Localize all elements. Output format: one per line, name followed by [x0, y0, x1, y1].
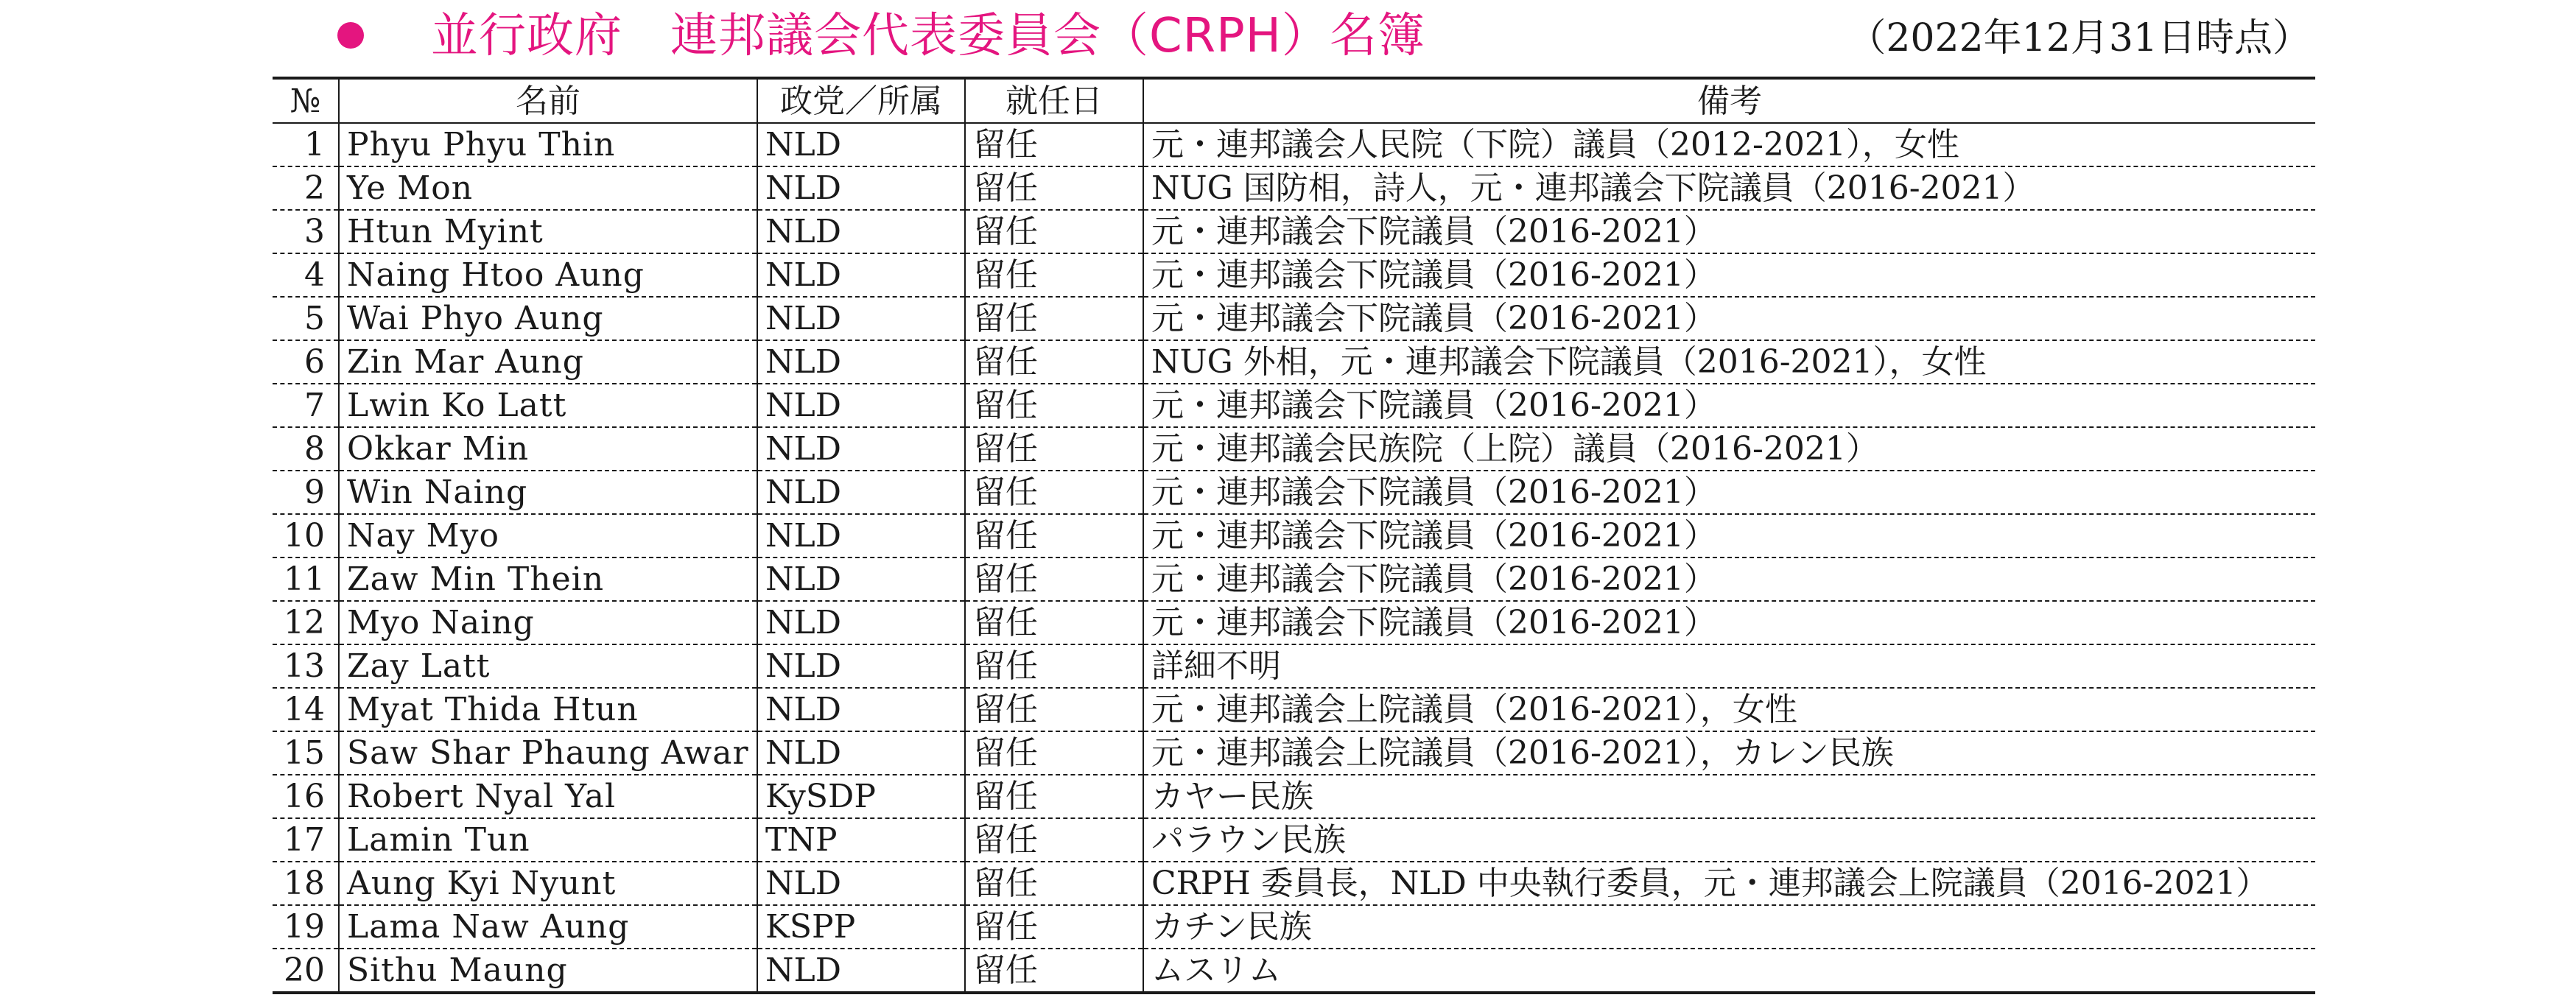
cell-no: 7	[273, 384, 339, 427]
cell-no: 19	[273, 905, 339, 949]
cell-party: NLD	[757, 471, 965, 514]
cell-date: 留任	[965, 688, 1143, 731]
cell-name: Nay Myo	[339, 514, 757, 557]
cell-note: CRPH 委員長，NLD 中央執行委員，元・連邦議会上院議員（2016-2021）	[1143, 862, 2315, 905]
cell-party: NLD	[757, 644, 965, 688]
cell-name: Lwin Ko Latt	[339, 384, 757, 427]
table-row	[273, 210, 2315, 253]
cell-date: 留任	[965, 471, 1143, 514]
column-header-party: 政党／所属	[757, 78, 965, 123]
column-header-no: №	[273, 78, 339, 123]
cell-party: NLD	[757, 557, 965, 601]
table-row	[273, 471, 2315, 514]
table-row	[273, 340, 2315, 384]
cell-name: Wai Phyo Aung	[339, 297, 757, 340]
cell-no: 20	[273, 949, 339, 993]
cell-date: 留任	[965, 905, 1143, 949]
cell-date: 留任	[965, 731, 1143, 775]
cell-name: Zay Latt	[339, 644, 757, 688]
table-body	[273, 123, 2315, 993]
cell-date: 留任	[965, 123, 1143, 166]
cell-name: Zin Mar Aung	[339, 340, 757, 384]
cell-no: 17	[273, 818, 339, 862]
cell-no: 3	[273, 210, 339, 253]
cell-party: NLD	[757, 297, 965, 340]
cell-no: 1	[273, 123, 339, 166]
cell-note: パラウン民族	[1143, 818, 2315, 862]
cell-party: NLD	[757, 123, 965, 166]
cell-no: 15	[273, 731, 339, 775]
table-row	[273, 644, 2315, 688]
table-row	[273, 949, 2315, 993]
column-header-name: 名前	[339, 78, 757, 123]
cell-name: Sithu Maung	[339, 949, 757, 993]
column-header-note: 備考	[1143, 78, 2315, 123]
table-row	[273, 297, 2315, 340]
cell-party: KySDP	[757, 775, 965, 818]
cell-date: 留任	[965, 340, 1143, 384]
cell-party: NLD	[757, 210, 965, 253]
cell-no: 11	[273, 557, 339, 601]
cell-date: 留任	[965, 862, 1143, 905]
cell-note: NUG 外相，元・連邦議会下院議員（2016-2021），女性	[1143, 340, 2315, 384]
cell-note: 元・連邦議会下院議員（2016-2021）	[1143, 557, 2315, 601]
cell-note: NUG 国防相，詩人，元・連邦議会下院議員（2016-2021）	[1143, 166, 2315, 210]
cell-name: Lamin Tun	[339, 818, 757, 862]
member-table	[273, 77, 2315, 994]
cell-note: 元・連邦議会下院議員（2016-2021）	[1143, 601, 2315, 644]
cell-date: 留任	[965, 557, 1143, 601]
table-row	[273, 123, 2315, 166]
cell-party: NLD	[757, 340, 965, 384]
cell-no: 18	[273, 862, 339, 905]
table-row	[273, 427, 2315, 471]
cell-note: カヤー民族	[1143, 775, 2315, 818]
page-header	[0, 0, 2576, 74]
cell-note: 元・連邦議会下院議員（2016-2021）	[1143, 297, 2315, 340]
cell-note: 元・連邦議会下院議員（2016-2021）	[1143, 514, 2315, 557]
cell-no: 9	[273, 471, 339, 514]
table-row	[273, 731, 2315, 775]
cell-party: TNP	[757, 818, 965, 862]
table-row	[273, 862, 2315, 905]
cell-name: Phyu Phyu Thin	[339, 123, 757, 166]
table-header-row	[273, 78, 2315, 123]
cell-party: NLD	[757, 731, 965, 775]
cell-date: 留任	[965, 210, 1143, 253]
cell-note: 元・連邦議会下院議員（2016-2021）	[1143, 253, 2315, 297]
table-row	[273, 818, 2315, 862]
column-header-date: 就任日	[965, 78, 1143, 123]
cell-date: 留任	[965, 818, 1143, 862]
cell-name: Aung Kyi Nyunt	[339, 862, 757, 905]
cell-date: 留任	[965, 384, 1143, 427]
table-row	[273, 253, 2315, 297]
table-row	[273, 166, 2315, 210]
as-of-date: （2022年12月31日時点）	[1847, 16, 2311, 60]
cell-name: Htun Myint	[339, 210, 757, 253]
cell-note: ムスリム	[1143, 949, 2315, 993]
cell-note: カチン民族	[1143, 905, 2315, 949]
cell-date: 留任	[965, 427, 1143, 471]
cell-date: 留任	[965, 166, 1143, 210]
cell-note: 詳細不明	[1143, 644, 2315, 688]
cell-name: Robert Nyal Yal	[339, 775, 757, 818]
cell-party: NLD	[757, 601, 965, 644]
cell-note: 元・連邦議会下院議員（2016-2021）	[1143, 471, 2315, 514]
cell-party: NLD	[757, 688, 965, 731]
cell-note: 元・連邦議会上院議員（2016-2021），カレン民族	[1143, 731, 2315, 775]
cell-party: NLD	[757, 384, 965, 427]
cell-note: 元・連邦議会人民院（下院）議員（2012-2021），女性	[1143, 123, 2315, 166]
page-title: 並行政府 連邦議会代表委員会（CRPH）名簿	[431, 9, 1425, 63]
cell-no: 10	[273, 514, 339, 557]
cell-date: 留任	[965, 297, 1143, 340]
cell-no: 4	[273, 253, 339, 297]
cell-party: NLD	[757, 949, 965, 993]
cell-no: 16	[273, 775, 339, 818]
cell-no: 6	[273, 340, 339, 384]
cell-no: 2	[273, 166, 339, 210]
cell-name: Ye Mon	[339, 166, 757, 210]
cell-date: 留任	[965, 775, 1143, 818]
cell-name: Myat Thida Htun	[339, 688, 757, 731]
cell-party: NLD	[757, 862, 965, 905]
cell-note: 元・連邦議会下院議員（2016-2021）	[1143, 210, 2315, 253]
cell-date: 留任	[965, 514, 1143, 557]
cell-date: 留任	[965, 253, 1143, 297]
cell-no: 5	[273, 297, 339, 340]
table-row	[273, 688, 2315, 731]
cell-note: 元・連邦議会上院議員（2016-2021），女性	[1143, 688, 2315, 731]
cell-name: Okkar Min	[339, 427, 757, 471]
cell-date: 留任	[965, 644, 1143, 688]
table-row	[273, 905, 2315, 949]
cell-name: Saw Shar Phaung Awar	[339, 731, 757, 775]
cell-note: 元・連邦議会下院議員（2016-2021）	[1143, 384, 2315, 427]
cell-party: NLD	[757, 427, 965, 471]
cell-no: 8	[273, 427, 339, 471]
cell-date: 留任	[965, 601, 1143, 644]
table-row	[273, 514, 2315, 557]
cell-name: Win Naing	[339, 471, 757, 514]
table-row	[273, 557, 2315, 601]
cell-party: NLD	[757, 166, 965, 210]
cell-name: Myo Naing	[339, 601, 757, 644]
cell-no: 12	[273, 601, 339, 644]
cell-date: 留任	[965, 949, 1143, 993]
cell-no: 14	[273, 688, 339, 731]
cell-name: Lama Naw Aung	[339, 905, 757, 949]
table-row	[273, 775, 2315, 818]
table-row	[273, 601, 2315, 644]
cell-party: NLD	[757, 253, 965, 297]
cell-party: KSPP	[757, 905, 965, 949]
cell-name: Naing Htoo Aung	[339, 253, 757, 297]
cell-name: Zaw Min Thein	[339, 557, 757, 601]
cell-no: 13	[273, 644, 339, 688]
cell-party: NLD	[757, 514, 965, 557]
cell-note: 元・連邦議会民族院（上院）議員（2016-2021）	[1143, 427, 2315, 471]
bullet-icon	[337, 22, 364, 49]
table-row	[273, 384, 2315, 427]
